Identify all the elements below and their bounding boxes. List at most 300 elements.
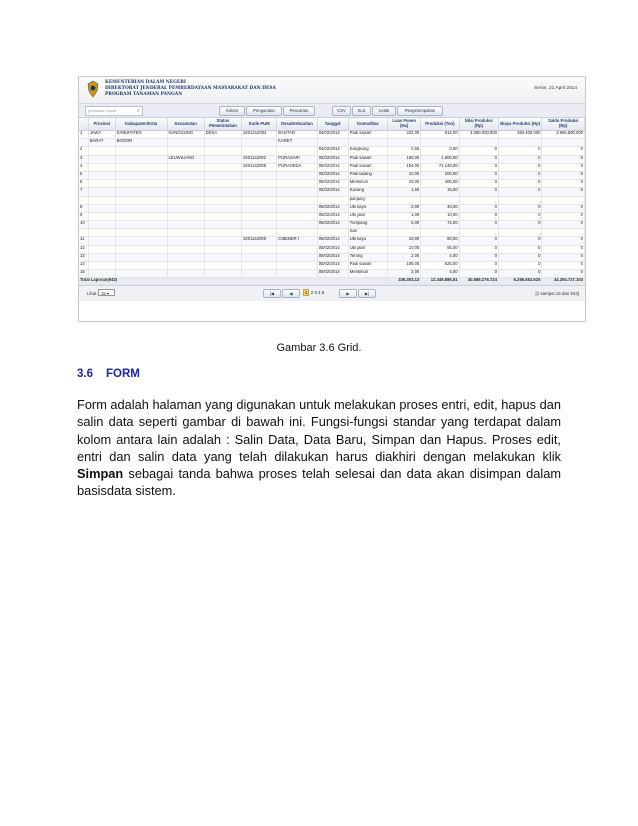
table-cell: 05/02/2014	[317, 237, 348, 245]
table-cell: 05/02/2014	[317, 155, 348, 163]
table-cell: Terong	[348, 253, 387, 261]
column-header[interactable]: Komoditas	[348, 118, 387, 131]
total-value: 336.353,13	[388, 278, 421, 285]
current-date: Senin, 21 April 2014	[534, 86, 577, 91]
table-cell	[277, 245, 317, 253]
table-cell	[79, 139, 88, 147]
table-cell: 11	[79, 237, 88, 245]
table-cell: 200,00	[421, 171, 459, 179]
table-cell	[88, 245, 115, 253]
table-cell: Padi ladang	[348, 171, 387, 179]
table-cell	[317, 139, 348, 147]
per-page-select[interactable]: 15 ▾	[98, 289, 115, 296]
table-cell	[204, 171, 241, 179]
quick-search-input[interactable]	[85, 106, 143, 116]
table-cell: 0	[459, 204, 498, 212]
table-cell: 05/02/2014	[317, 188, 348, 196]
table-cell: 525,00	[421, 262, 459, 270]
table-cell	[88, 229, 115, 237]
table-cell: 60,00	[421, 237, 459, 245]
table-cell: 0	[498, 270, 542, 278]
table-cell: 05/02/2014	[317, 221, 348, 229]
data-grid	[79, 118, 585, 285]
xls-button[interactable]: XLS	[352, 106, 371, 116]
table-cell: 0	[498, 147, 542, 155]
table-cell	[421, 196, 459, 204]
table-cell	[242, 196, 277, 204]
table-cell: 0	[498, 212, 542, 220]
table-row[interactable]	[79, 131, 585, 139]
table-cell: 6	[79, 180, 88, 188]
table-cell	[167, 270, 204, 278]
table-cell	[317, 196, 348, 204]
table-cell	[459, 229, 498, 237]
table-cell	[167, 204, 204, 212]
table-cell: 72,00	[421, 221, 459, 229]
table-cell: 05/02/2014	[317, 245, 348, 253]
table-cell	[204, 212, 241, 220]
table-cell: KABUPATEN	[115, 131, 167, 139]
table-cell: Ubi jalar	[348, 245, 387, 253]
table-cell	[115, 196, 167, 204]
column-header[interactable]	[79, 118, 88, 131]
table-cell: 3	[79, 155, 88, 163]
table-cell: 0	[542, 180, 585, 188]
table-cell: 0	[459, 188, 498, 196]
org-line-3: PROGRAM TANAMAN PANGAN	[105, 92, 183, 97]
table-cell: 3201142008	[242, 163, 277, 171]
page-link-current[interactable]: 1	[305, 290, 308, 296]
table-cell: 10,00	[388, 180, 421, 188]
table-cell	[277, 171, 317, 179]
table-cell	[167, 262, 204, 270]
column-header[interactable]: Desa/Kelurahan	[277, 118, 317, 131]
table-cell: PURASEDA	[277, 163, 317, 171]
table-cell: LEUWILIANG	[167, 155, 204, 163]
table-cell	[204, 237, 241, 245]
table-cell: 05/02/2014	[317, 171, 348, 179]
table-cell: 384.400.000	[498, 131, 542, 139]
search-icon[interactable]: ⌕	[136, 108, 140, 114]
table-cell: BANTAR	[277, 131, 317, 139]
table-row[interactable]	[79, 229, 585, 237]
table-cell	[348, 139, 387, 147]
table-cell: 0	[498, 204, 542, 212]
table-cell	[498, 196, 542, 204]
table-cell: 232,00	[388, 131, 421, 139]
table-row[interactable]	[79, 221, 585, 229]
table-cell	[167, 188, 204, 196]
table-cell: 40,00	[421, 204, 459, 212]
table-cell: 2,00	[388, 253, 421, 261]
table-cell	[421, 229, 459, 237]
table-cell	[459, 196, 498, 204]
column-header[interactable]: Produksi (Ton)	[421, 118, 459, 131]
table-cell: 0	[542, 188, 585, 196]
table-cell: JAWA	[88, 131, 115, 139]
search-placeholder: pencarian cepat	[88, 108, 117, 113]
table-cell	[88, 221, 115, 229]
table-cell: Kangkung	[348, 147, 387, 155]
table-cell: 1,00	[388, 212, 421, 220]
table-row[interactable]	[79, 270, 585, 278]
table-cell: 0	[542, 270, 585, 278]
table-cell: 10,00	[421, 212, 459, 220]
org-line-2: DIREKTORAT JENDERAL PEMBERDAYAAN MASYARAKAT DAN DESA	[105, 86, 276, 91]
column-header[interactable]: Kecamatan	[167, 118, 204, 131]
table-cell	[277, 229, 317, 237]
table-cell	[115, 229, 167, 237]
table-cell: 812,00	[421, 131, 459, 139]
table-cell: 0	[459, 237, 498, 245]
table-cell	[542, 139, 585, 147]
table-cell: 04/02/2014	[317, 147, 348, 155]
table-cell	[277, 212, 317, 220]
table-cell	[88, 212, 115, 220]
table-cell	[88, 188, 115, 196]
table-cell	[498, 229, 542, 237]
table-cell: 3201142002	[242, 155, 277, 163]
table-row[interactable]	[79, 188, 585, 196]
prev-page-button[interactable]: ◀	[282, 289, 300, 298]
table-cell	[88, 163, 115, 171]
table-cell: 9	[79, 212, 88, 220]
table-cell	[167, 253, 204, 261]
table-cell	[498, 139, 542, 147]
table-cell	[88, 147, 115, 155]
table-cell: 0	[459, 212, 498, 220]
table-row[interactable]	[79, 139, 585, 147]
table-cell: 2	[79, 147, 88, 155]
table-cell	[242, 147, 277, 155]
table-row[interactable]	[79, 245, 585, 253]
table-cell: 0	[498, 155, 542, 163]
table-row[interactable]	[79, 196, 585, 204]
table-cell: Ubi kayu	[348, 204, 387, 212]
table-cell: Ubi kayu	[348, 237, 387, 245]
paragraph-text-1: Form adalah halaman yang digunakan untuk melakukan proses entri, edit, hapus dan salin data seperti gambar di bawah ini. Fungsi-fungsi standar yang terdapat dalam kolom antara lain adalah : Salin Data, Data Baru, Simpan dan Hapus. Proses edit, entri dan salin data yang telah dilakukan harus diakhiri dengan melakukan klik	[77, 397, 561, 464]
table-cell	[204, 245, 241, 253]
table-cell	[242, 245, 277, 253]
table-cell	[277, 180, 317, 188]
table-cell	[115, 262, 167, 270]
table-cell: CIBEBER I	[277, 237, 317, 245]
table-cell: 05/02/2014	[317, 180, 348, 188]
table-cell: 4.060.000.000	[459, 131, 498, 139]
org-title	[105, 80, 276, 98]
table-cell: Padi sawah	[348, 131, 387, 139]
table-cell	[115, 163, 167, 171]
table-cell	[115, 155, 167, 163]
figure-caption: Gambar 3.6 Grid.	[276, 342, 362, 354]
table-cell	[115, 180, 167, 188]
table-cell: 15	[79, 270, 88, 278]
table-cell: Mentimun	[348, 270, 387, 278]
table-cell	[204, 270, 241, 278]
column-header[interactable]: Biaya Produksi (Rp)	[498, 118, 542, 131]
table-cell: Padi sawah	[348, 163, 387, 171]
table-cell	[88, 204, 115, 212]
table-cell	[79, 196, 88, 204]
table-cell	[242, 180, 277, 188]
table-cell: 0	[542, 171, 585, 179]
grid-toolbar	[79, 104, 585, 118]
per-page-label: Lihat	[87, 291, 97, 297]
table-cell	[277, 270, 317, 278]
table-cell: 7	[79, 188, 88, 196]
table-cell	[242, 221, 277, 229]
table-cell: PURASARI	[277, 155, 317, 163]
table-cell: 10,00	[388, 237, 421, 245]
table-cell	[115, 188, 167, 196]
column-header[interactable]: Status Pemerintahan	[204, 118, 241, 131]
table-cell: 400,00	[421, 180, 459, 188]
table-cell: 05/02/2014	[317, 270, 348, 278]
table-cell	[204, 139, 241, 147]
table-row[interactable]	[79, 147, 585, 155]
total-row	[79, 278, 585, 285]
table-cell	[88, 180, 115, 188]
table-cell: 0	[498, 221, 542, 229]
column-header[interactable]: Kode PUM	[242, 118, 277, 131]
last-page-button[interactable]: ▶|	[358, 289, 376, 298]
table-cell: 2,00	[388, 270, 421, 278]
column-header[interactable]: Nilai Produksi (Rp)	[459, 118, 498, 131]
total-value: 34.294.727.103	[542, 278, 585, 285]
table-cell: 0	[542, 155, 585, 163]
table-cell: 0	[459, 262, 498, 270]
table-cell	[204, 163, 241, 171]
table-cell	[542, 196, 585, 204]
section-heading	[77, 368, 140, 380]
page-link[interactable]: 5	[321, 290, 325, 296]
table-cell	[277, 196, 317, 204]
page-link[interactable]: 2	[310, 290, 314, 296]
table-cell: 3201212004	[242, 131, 277, 139]
csv-button[interactable]: CSV	[332, 106, 351, 116]
table-cell: 0	[459, 163, 498, 171]
pager-info: [1 sampai 15 dari 943]	[535, 291, 579, 297]
table-cell	[421, 139, 459, 147]
table-cell	[242, 270, 277, 278]
table-cell	[388, 229, 421, 237]
table-cell: 05/02/2014	[317, 262, 348, 270]
table-cell: 0	[542, 204, 585, 212]
table-cell	[115, 221, 167, 229]
table-cell	[242, 253, 277, 261]
table-cell	[277, 221, 317, 229]
table-cell	[88, 253, 115, 261]
table-cell	[388, 139, 421, 147]
table-cell	[167, 196, 204, 204]
table-cell	[459, 139, 498, 147]
table-cell	[204, 147, 241, 155]
table-cell	[242, 262, 277, 270]
grid-pager	[79, 285, 585, 301]
table-cell	[167, 212, 204, 220]
table-cell	[167, 147, 204, 155]
grid-screenshot	[78, 76, 586, 322]
table-cell: 0	[542, 212, 585, 220]
grid-header-row	[79, 118, 585, 131]
table-row[interactable]	[79, 262, 585, 270]
table-cell	[167, 180, 204, 188]
pencarian-button[interactable]: Pencarian	[283, 106, 315, 116]
table-cell	[204, 188, 241, 196]
page-link[interactable]: 4	[318, 290, 321, 296]
table-cell	[242, 139, 277, 147]
page-link[interactable]: 3	[314, 290, 317, 296]
table-cell: 0	[459, 245, 498, 253]
table-cell	[242, 212, 277, 220]
column-header[interactable]: Saldo Produksi (Rp)	[542, 118, 585, 131]
table-cell	[88, 270, 115, 278]
table-cell	[204, 180, 241, 188]
table-cell	[115, 147, 167, 155]
table-cell: 0	[498, 253, 542, 261]
total-value: 40.589.276.724	[459, 278, 498, 285]
table-cell	[167, 221, 204, 229]
table-cell: 0	[498, 262, 542, 270]
table-cell	[167, 229, 204, 237]
table-cell: 10,00	[388, 171, 421, 179]
table-cell: 0	[498, 163, 542, 171]
table-row[interactable]	[79, 237, 585, 245]
table-cell	[277, 253, 317, 261]
table-cell: 5	[79, 171, 88, 179]
first-page-button[interactable]: |◀	[263, 289, 281, 298]
total-value: 6.295.552.620	[498, 278, 542, 285]
pengurutan-button[interactable]: Pengurutan	[246, 106, 282, 116]
table-cell	[204, 204, 241, 212]
total-label: Total Laporan(943)	[79, 278, 388, 285]
table-cell	[88, 196, 115, 204]
table-row[interactable]	[79, 171, 585, 179]
table-cell	[167, 237, 204, 245]
table-cell: Padi sawah	[348, 262, 387, 270]
kolom-button[interactable]: Kolom	[219, 106, 245, 116]
table-cell: 0	[459, 180, 498, 188]
table-cell	[115, 204, 167, 212]
body-paragraph	[77, 396, 561, 500]
table-cell: 0	[498, 188, 542, 196]
table-cell	[204, 196, 241, 204]
table-cell	[88, 262, 115, 270]
table-cell: 12	[79, 245, 88, 253]
table-cell	[115, 237, 167, 245]
table-cell: 0	[498, 237, 542, 245]
table-cell: Tumpang	[348, 221, 387, 229]
table-cell	[204, 229, 241, 237]
table-cell: 05/02/2014	[317, 212, 348, 220]
table-cell	[242, 171, 277, 179]
table-cell: 10	[79, 221, 88, 229]
table-cell: 8	[79, 204, 88, 212]
table-cell	[204, 155, 241, 163]
column-header[interactable]: Luas Panen (Ha)	[388, 118, 421, 131]
table-cell	[204, 221, 241, 229]
table-cell: 3.665.600.000	[542, 131, 585, 139]
table-cell: 0	[542, 163, 585, 171]
table-cell	[79, 229, 88, 237]
table-cell	[277, 147, 317, 155]
table-cell: KARET	[277, 139, 317, 147]
table-cell: Kacang	[348, 188, 387, 196]
table-cell	[167, 171, 204, 179]
table-cell	[204, 253, 241, 261]
table-cell	[115, 171, 167, 179]
table-cell: 0	[542, 245, 585, 253]
table-cell	[317, 229, 348, 237]
table-cell	[88, 171, 115, 179]
table-cell: 0	[542, 221, 585, 229]
table-cell: 05/02/2014	[317, 253, 348, 261]
table-cell: 05/02/2014	[317, 204, 348, 212]
table-cell: 0	[542, 237, 585, 245]
next-page-button[interactable]: ▶	[339, 289, 357, 298]
table-cell	[115, 270, 167, 278]
total-value: 12.349.885,51	[421, 278, 459, 285]
column-header[interactable]: Kabupaten/Kota	[115, 118, 167, 131]
table-cell: 150,00	[388, 155, 421, 163]
pengelompokan-button[interactable]: Pengelompokan	[397, 106, 443, 116]
table-cell: 0	[459, 221, 498, 229]
table-cell: 5,00	[388, 221, 421, 229]
table-cell: 14	[79, 262, 88, 270]
table-cell	[115, 245, 167, 253]
table-cell: 4,00	[421, 253, 459, 261]
table-cell: 05/02/2014	[317, 163, 348, 171]
table-cell: 10,00	[388, 245, 421, 253]
table-cell	[167, 245, 204, 253]
cetak-button[interactable]: Cetak	[372, 106, 396, 116]
table-cell: Sari	[348, 229, 387, 237]
table-cell	[88, 237, 115, 245]
table-cell: NANGGUNG	[167, 131, 204, 139]
table-cell	[115, 253, 167, 261]
column-header[interactable]: Tanggal	[317, 118, 348, 131]
paragraph-bold-simpan: Simpan	[77, 466, 124, 482]
garuda-logo-icon	[85, 80, 101, 99]
table-row[interactable]	[79, 163, 585, 171]
table-row[interactable]	[79, 180, 585, 188]
table-cell	[242, 188, 277, 196]
table-cell: 04/02/2014	[317, 131, 348, 139]
table-cell: Padi sawah	[348, 155, 387, 163]
table-cell: 1,50	[388, 188, 421, 196]
per-page-value: 15	[101, 291, 106, 297]
table-cell	[167, 139, 204, 147]
table-row[interactable]	[79, 212, 585, 220]
column-header[interactable]: Provinsi	[88, 118, 115, 131]
table-cell: 0	[459, 155, 498, 163]
table-row[interactable]	[79, 204, 585, 212]
table-cell	[277, 188, 317, 196]
table-cell	[277, 262, 317, 270]
table-row[interactable]	[79, 253, 585, 261]
table-cell: 1.800,00	[421, 155, 459, 163]
table-cell: 4,00	[421, 270, 459, 278]
table-cell: Mentimun	[348, 180, 387, 188]
table-cell: 0	[498, 245, 542, 253]
table-cell: 154,00	[388, 163, 421, 171]
section-title: FORM	[106, 368, 140, 380]
table-row[interactable]	[79, 155, 585, 163]
table-cell: 0,50	[388, 147, 421, 155]
table-cell	[167, 163, 204, 171]
table-cell	[115, 212, 167, 220]
table-cell: 0	[498, 171, 542, 179]
